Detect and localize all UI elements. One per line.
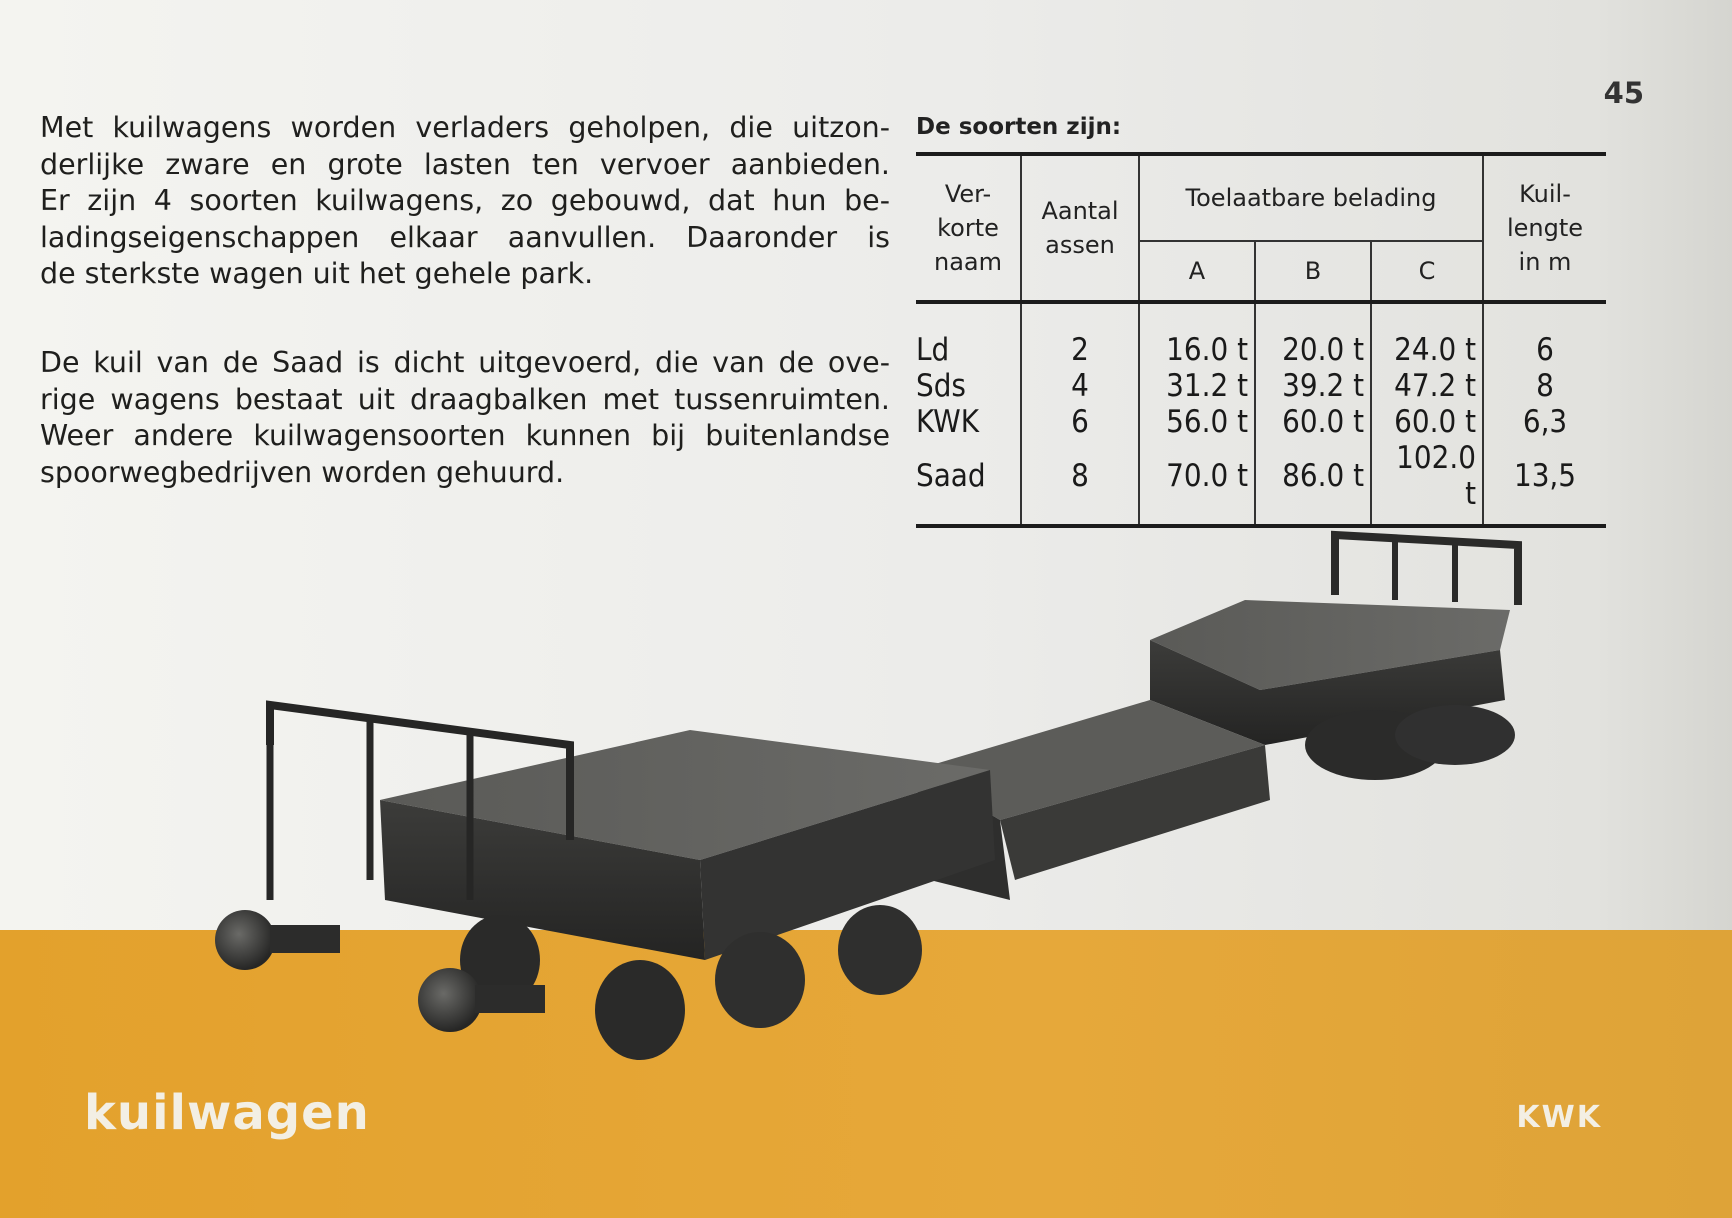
cell-load-c: 60.0 t [1371,404,1483,440]
cell-load-b: 39.2 t [1255,368,1371,404]
header-line: Ver- [944,180,992,208]
cell-length: 6,3 [1522,404,1568,440]
cell-name: Sds [916,368,1021,404]
header-line: lengte [1506,214,1584,242]
cell-name: Saad [916,440,1021,526]
cell-load-c: 24.0 t [1371,302,1483,368]
paragraph-line: de sterkste wagen uit het gehele park. [40,257,594,290]
header-axles [1021,154,1139,302]
header-load-b: B [1255,241,1371,302]
paragraph-line: derlijke zware en grote lasten ten vervoer aanbieden. [40,147,890,181]
cell-load-a: 31.2 t [1139,368,1255,404]
paragraph-saad [40,345,890,491]
paragraph-line: spoorwegbedrijven worden gehuurd. [40,455,565,489]
paragraph-line: rige wagens bestaat uit draagbalken met tussenruimten. [40,382,890,416]
cell-axles: 4 [1021,368,1139,404]
header-line: korte [937,214,999,242]
paragraph-line: ladingseigenschappen elkaar aanvullen. Daaronder is [40,220,890,254]
header-name [916,154,1021,302]
header-load-c: C [1371,241,1483,302]
header-length [1483,154,1606,302]
page-number: 45 [1603,76,1644,110]
paragraph-intro [40,110,890,293]
header-line: Kuil- [1519,180,1571,208]
table-row [916,302,1606,368]
cell-name: Ld [916,302,1021,368]
header-load-a: A [1139,241,1255,302]
cell-load-a: 16.0 t [1139,302,1255,368]
table-row [916,368,1606,404]
cell-load-b: 86.0 t [1255,440,1371,526]
cell-length: 13,5 [1483,440,1606,526]
cell-axles: 8 [1021,440,1139,526]
cell-axles: 6 [1021,404,1139,440]
band-code: KWK [1516,1100,1602,1135]
header-line: Aantal [1041,197,1119,225]
table-row [916,440,1606,526]
cell-name: KWK [916,404,1021,440]
color-band [0,930,1732,1218]
cell-load-b: 60.0 t [1255,404,1371,440]
header-line: naam [933,248,1002,276]
cell-load-a: 56.0 t [1139,404,1255,440]
cell-load-b: 20.0 t [1255,302,1371,368]
cell-load-a: 70.0 t [1139,440,1255,526]
cell-axles: 2 [1021,302,1139,368]
paragraph-line: De kuil van de Saad is dicht uitgevoerd, die van de ove- [40,346,890,379]
paragraph-line: Er zijn 4 soorten kuilwagens, zo gebouwd, dat hun be- [40,184,890,217]
header-load: Toelaatbare belading [1139,154,1483,241]
wagon-types-table [916,152,1606,528]
paragraph-line: Weer andere kuilwagensoorten kunnen bij buitenlandse [40,419,890,452]
cell-length: 8 [1536,368,1554,404]
paragraph-line: Met kuilwagens worden verladers geholpen, die uitzon- [40,111,890,144]
cell-length: 6 [1536,332,1554,368]
band-title: kuilwagen [84,1085,370,1141]
table-intro: De soorten zijn: [916,114,1122,140]
cell-load-c: 102.0 t [1371,440,1483,526]
header-line: assen [1045,231,1115,259]
cell-load-c: 47.2 t [1371,368,1483,404]
header-line: in m [1518,248,1572,276]
table-row [916,404,1606,440]
